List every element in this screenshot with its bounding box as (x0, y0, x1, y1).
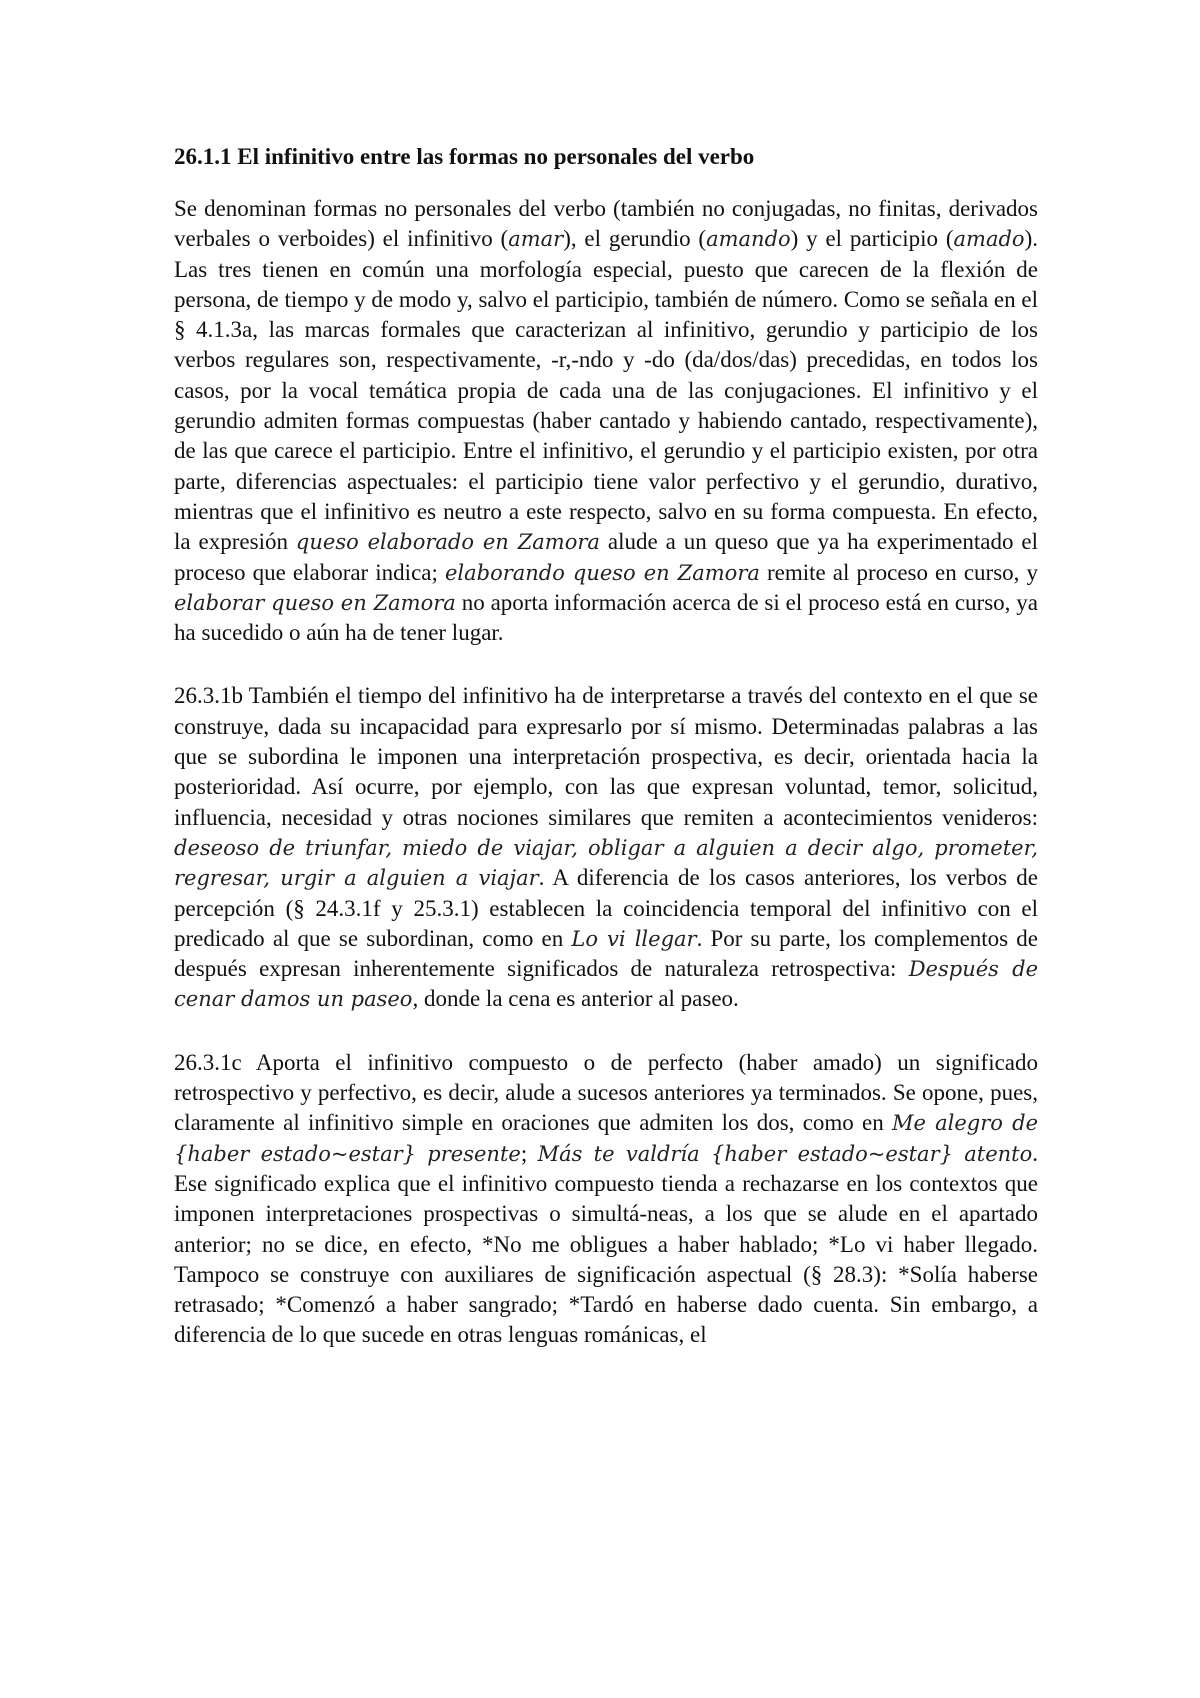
text-run: , donde la cena es anterior al paseo. (412, 986, 739, 1012)
text-run: ; (520, 1140, 538, 1166)
text-run: . Por su parte, los complementos de después expresan inherentemente significados de naturaleza retrospectiva: (174, 925, 1038, 982)
italic-example: elaborar queso en Zamora (174, 590, 456, 615)
paragraph-2 (174, 681, 1038, 1014)
italic-example: Me alegro de {haber estado~estar} presente (174, 1111, 1038, 1166)
italic-example: elaborando queso en Zamora (444, 560, 760, 585)
text-run: no aporta información acerca de si el proceso está en curso, ya ha sucedido o aún ha de tener lugar. (174, 589, 1038, 646)
italic-example: Más te valdría {haber estado~estar} atento (537, 1141, 1033, 1166)
paragraph-3 (174, 1048, 1038, 1351)
text-run: . Ese significado explica que el infinitivo compuesto tienda a rechazarse en los contextos que imponen interpretaciones prospectivas o simultá-neas, a los que se alude en el apartado anterior; no se dice, en efecto, *No me obligues a haber hablado; *Lo vi haber llegado. Tampoco se construye con auxiliares de significación aspectual (§ 28.3): *Solía haberse retrasado; *Comenzó a haber sangrado; *Tardó en haberse dado cuenta. Sin embargo, a diferencia de lo que sucede en otras lenguas románicas, el (174, 1140, 1039, 1348)
italic-example: Después de cenar damos un paseo (174, 957, 1038, 1012)
italic-example: amar (508, 227, 564, 252)
text-run: Se denominan formas no personales del verbo (también no conjugadas, no finitas, derivados verbales o verboides) el infinitivo ( (174, 196, 1038, 252)
text-run: ). Las tres tienen en común una morfología especial, puesto que carecen de la flexión de persona, de tiempo y de modo y, salvo el participio, también de número. Como se señala en el § 4.1.3a, las marcas formales que caracterizan al infinitivo, gerundio y participio de los verbos regulares son, respectivamente, -r,-ndo y -do (da/dos/das) precedidas, en todos los casos, por la vocal temática propia de cada una de las conjugaciones. El infinitivo y el gerundio admiten formas compuestas (haber cantado y habiendo cantado, respectivamente), de las que carece el participio. Entre el infinitivo, el gerundio y el participio existen, por otra parte, diferencias aspectuales: el participio tiene valor perfectivo y el gerundio, durativo, mientras que el infinitivo es neutro a este respecto, salvo en su forma compuesta. En efecto, la expresión (174, 226, 1038, 555)
italic-example: amado (953, 227, 1025, 252)
text-run: ), el gerundio ( (563, 226, 707, 252)
document-page (174, 142, 1038, 1384)
text-run: ) y el participio ( (790, 226, 954, 252)
text-run: remite al proceso en curso, y (759, 559, 1038, 585)
paragraph-1 (174, 194, 1038, 648)
text-run: alude a un queso que ya ha experimentado el proceso que elaborar indica; (174, 529, 1039, 585)
text-run: . A diferencia de los casos anteriores, los verbos de percepción (§ 24.3.1f y 25.3.1) establecen la coincidencia temporal del infinitivo con el predicado al que se subordinan, como en (174, 865, 1038, 951)
section-heading: 26.1.1 El infinitivo entre las formas no personales del verbo (174, 144, 755, 169)
text-run: 26.3.1b También el tiempo del infinitivo ha de interpretarse a través del contexto en el que se construye, dada su incapacidad para expresarlo por sí mismo. Determinadas palabras a las que se subordina le imponen una interpretación prospectiva, es decir, orientada hacia la posterioridad. Así ocurre, por ejemplo, con las que expresan voluntad, temor, solicitud, influencia, necesidad y otras nociones similares que remiten a acontecimientos venideros: (174, 683, 1038, 830)
italic-example: queso elaborado en Zamora (295, 530, 600, 555)
italic-example: amando (706, 227, 791, 252)
italic-example: Lo vi llegar (571, 926, 697, 951)
paragraph-container (174, 194, 1038, 1351)
italic-example: deseoso de triunfar, miedo de viajar, obligar a alguien a decir algo, prometer, regresar, urgir a alguien a viajar (174, 835, 1038, 891)
text-run: 26.3.1c Aporta el infinitivo compuesto o de perfecto (haber amado) un significado retrospectivo y perfectivo, es decir, alude a sucesos anteriores ya terminados. Se opone, pues, claramente al infinitivo simple en oraciones que admiten los dos, como en (174, 1049, 1038, 1136)
